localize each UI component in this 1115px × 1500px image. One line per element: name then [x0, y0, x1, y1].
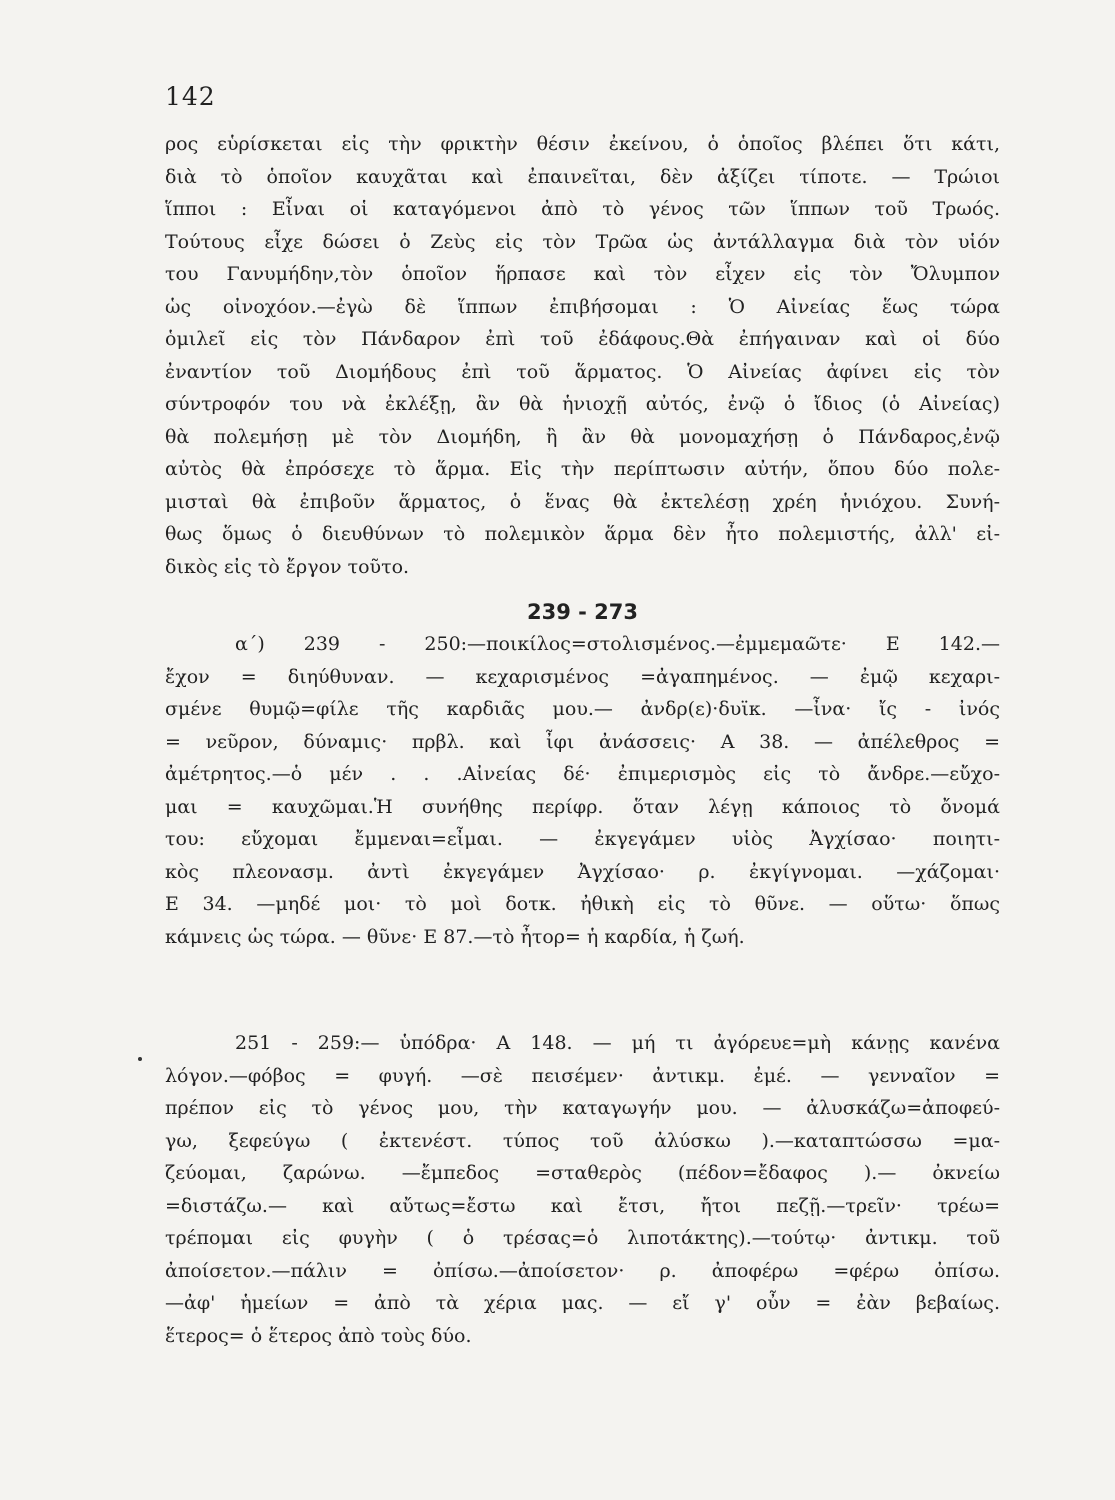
text-line: γω, ξεφεύγω ( ἐκτενέστ. τύπος τοῦ ἀλύσκω ).—καταπτώσσω =μα- [165, 1129, 1000, 1152]
text-line: θως ὅμως ὁ διευθύνων τὸ πολεμικὸν ἅρμα δὲν ἦτο πολεμιστής, ἀλλ' εἰ- [165, 523, 1000, 545]
text-line: =διστάζω.— καὶ αὔτως=ἔστω καὶ ἔτσι, ἤτοι πεζῇ.—τρεῖν· τρέω= [165, 1194, 1000, 1217]
text-line: ἐναντίον τοῦ Διομήδους ἐπὶ τοῦ ἅρματος. Ὁ Αἰνείας ἀφίνει εἰς τὸν [165, 360, 1000, 383]
paragraph-lines-251-259 [165, 1027, 1000, 1352]
text-line: ἀποίσετον.—πάλιν = ὀπίσω.—ἀποίσετον· ρ. ἀποφέρω =φέρω ὀπίσω. [165, 1259, 1000, 1282]
text-line: τρέπομαι εἰς φυγὴν ( ὁ τρέσας=ὁ λιποτάκτης).—τούτῳ· ἀντικμ. τοῦ [165, 1227, 1000, 1249]
paragraph-commentary-intro [165, 128, 1000, 583]
text-line: ἀμέτρητος.—ὁ μέν . . .Αἰνείας δέ· ἐπιμερισμὸς εἰς τὸ ἄνδρε.—εὔχο- [165, 763, 1000, 785]
text-line: ὁμιλεῖ εἰς τὸν Πάνδαρον ἐπὶ τοῦ ἐδάφους.Θὰ ἐπήγαιναν καὶ οἱ δύο [165, 328, 1000, 350]
text-line: ὡς οἰνοχόον.—ἐγὼ δὲ ἵππων ἐπιβήσομαι : Ὁ Αἰνείας ἕως τώρα [165, 295, 1000, 318]
text-line: του: εὔχομαι ἔμμεναι=εἶμαι. — ἐκγεγάμεν υἱὸς Ἀγχίσαο· ποιητι- [165, 828, 1000, 850]
text-line: = νεῦρον, δύναμις· πρβλ. καὶ ἶφι ἀνάσσεις· Α 38. — ἀπέλεθρος = [165, 730, 1000, 753]
text-line: ζεύομαι, ζαρώνω. —ἔμπεδος =σταθερὸς (πέδον=ἔδαφος ).— ὀκνείω [165, 1162, 1000, 1184]
text-line: 251 - 259:— ὑπόδρα· Α 148. — μή τι ἀγόρευε=μὴ κάνῃς κανένα [235, 1032, 1000, 1054]
text-line: αὐτὸς θὰ ἐπρόσεχε τὸ ἅρμα. Εἰς τὴν περίπτωσιν αὐτήν, ὅπου δύο πολε- [165, 458, 1000, 480]
section-heading: 239 - 273 [526, 600, 638, 624]
text-line: ἵπποι : Εἶναι οἱ καταγόμενοι ἀπὸ τὸ γένος τῶν ἵππων τοῦ Τρωός. [165, 198, 1000, 220]
text-line: Τούτους εἶχε δώσει ὁ Ζεὺς εἰς τὸν Τρῶα ὡς ἀντάλλαγμα διὰ τὸν υἱόν [165, 230, 1000, 253]
paragraph-lines-239-250 [165, 628, 1000, 953]
text-line: Ε 34. —μηδέ μοι· τὸ μοὶ δοτκ. ἠθικὴ εἰς τὸ θῦνε. — οὕτω· ὅπως [165, 893, 1000, 915]
text-line: θὰ πολεμήσῃ μὲ τὸν Διομήδη, ἢ ἂν θὰ μονομαχήσῃ ὁ Πάνδαρος,ἐνῷ [165, 425, 1000, 448]
text-line: ἕτερος= ὁ ἕτερος ἀπὸ τοὺς δύο. [165, 1324, 472, 1347]
text-line: πρέπον εἰς τὸ γένος μου, τὴν καταγωγήν μου. — ἀλυσκάζω=ἀποφεύ- [165, 1097, 1000, 1119]
text-line: —ἀφ' ἡμείων = ἀπὸ τὰ χέρια μας. — εἴ γ' οὖν = ἐὰν βεβαίως. [165, 1292, 1000, 1314]
text-line: α΄) 239 - 250:—ποικίλος=στολισμένος.—ἐμμεμαῶτε· Ε 142.— [235, 633, 1000, 655]
text-line: ρος εὑρίσκεται εἰς τὴν φρικτὴν θέσιν ἐκείνου, ὁ ὁποῖος βλέπει ὅτι κάτι, [165, 133, 1000, 155]
text-line: κὸς πλεονασμ. ἀντὶ ἐκγεγάμεν Ἀγχίσαο· ρ. ἐκγίγνομαι. —χάζομαι· [165, 860, 1000, 883]
section-heading-wrap [165, 596, 1000, 628]
text-line: σύντροφόν του νὰ ἐκλέξῃ, ἂν θὰ ἡνιοχῇ αὐτός, ἐνῷ ὁ ἴδιος (ὁ Αἰνείας) [165, 393, 1000, 415]
text-line: λόγον.—φόβος = φυγή. —σὲ πεισέμεν· ἀντικμ. ἐμέ. — γενναῖον = [165, 1064, 1000, 1087]
text-line: μαι = καυχῶμαι.Ἡ συνήθης περίφρ. ὅταν λέγῃ κάποιος τὸ ὄνομά [165, 795, 1000, 818]
margin-dot [138, 1057, 142, 1061]
text-line: σμένε θυμῷ=φίλε τῆς καρδιᾶς μου.— ἀνδρ(ε)·δυϊκ. —ἶνα· ἴς - ἰνός [165, 698, 1000, 720]
text-line: ἔχον = διηύθυναν. — κεχαρισμένος =ἀγαπημένος. — ἐμῷ κεχαρι- [165, 665, 1000, 688]
text-line: κάμνεις ὡς τώρα. — θῦνε· Ε 87.—τὸ ἦτορ= ἡ καρδία, ἡ ζωή. [165, 925, 745, 948]
text-line: μισταὶ θὰ ἐπιβοῦν ἅρματος, ὁ ἕνας θὰ ἐκτελέσῃ χρέη ἡνιόχου. Συνή- [165, 490, 1000, 513]
text-line: δικὸς εἰς τὸ ἔργον τοῦτο. [165, 555, 410, 578]
text-line: του Γανυμήδην,τὸν ὁποῖον ἥρπασε καὶ τὸν εἶχεν εἰς τὸν Ὄλυμπον [165, 263, 1000, 285]
text-line: διὰ τὸ ὁποῖον καυχᾶται καὶ ἐπαινεῖται, δὲν ἀξίζει τίποτε. — Τρώιοι [165, 165, 1000, 188]
page-number: 142 [165, 82, 216, 111]
